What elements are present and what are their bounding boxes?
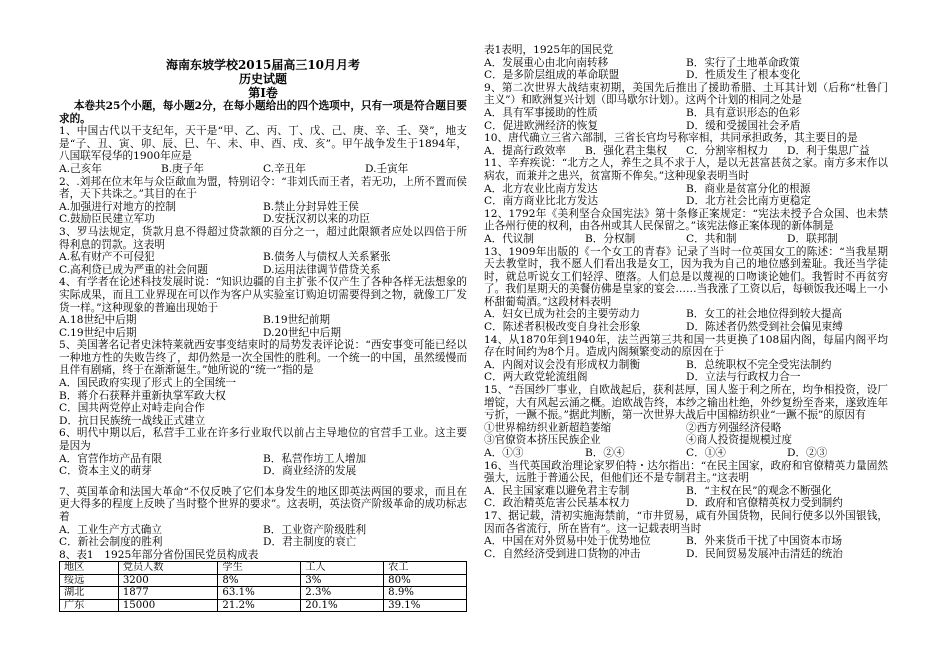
statement-2: ②西方列强经济侵略 — [686, 421, 782, 434]
option-c: C.辛丑年 — [263, 162, 306, 175]
question-stem: 13、1909年出版的《一个女工的青春》记录了当时一位英国女工的陈述：“当我星期天去教堂时，我不愿人们看出我是女工，因为我为自己的地位感到羞耻。我还当学徒时，就总听说女工们轻浮、堕落。人们总是以蔑视的口吻谈论她们。我暂时不再贫穷了。我们星期天的美餐仿佛是皇家的宴会……当我涨了工资以后，每顿饭我还喝上一小杯甜葡萄酒。”这段材料表明 — [484, 245, 888, 308]
option-d: D．陈述者仍然受到社会偏见束缚 — [686, 321, 843, 334]
question-3 — [59, 226, 467, 276]
question-options — [484, 107, 888, 132]
question-stem: 3、罗马法规定，货款月息不得超过贷款额的百分之一，超过此限额者应处以四倍于所得利息的罚款。这表明 — [59, 225, 467, 251]
question-options — [59, 251, 467, 276]
option-b: B．强化君主集权 — [585, 144, 667, 157]
option-a: A．中国在对外贸易中处于优势地位 — [484, 535, 651, 548]
question-stem: 8、表1 1925年部分省份国民党员构成表 — [59, 548, 259, 561]
question-options — [484, 359, 888, 384]
option-d: D．联邦制 — [787, 232, 838, 245]
option-c: C．陈述者积极改变自身社会形象 — [484, 321, 641, 334]
question-2 — [59, 176, 467, 226]
option-a: A．工业生产方式确立 — [59, 523, 162, 536]
option-a: A.18世纪中后期 — [59, 314, 137, 327]
left-column — [59, 58, 467, 612]
question-15 — [484, 384, 888, 460]
statement-1: ①世界棉纺织业新超趋萎缩 — [484, 421, 612, 434]
option-b: B．具有意识形态的色彩 — [686, 106, 800, 119]
question-17 — [484, 510, 888, 560]
question-options — [484, 535, 888, 560]
question-6 — [59, 427, 467, 477]
question-stem: 12、1792年《美利坚合众国宪法》第十条修正案规定：“宪法未授予合众国、也未禁止各州行使的权利，由各州或其人民保留之。”该宪法修正案体现的新体制是 — [484, 207, 888, 233]
option-d: D．北方社会比南方更稳定 — [686, 195, 812, 208]
question-options — [484, 447, 888, 460]
question-stem: 11、辛弃疾说：“北方之人，养生之具不求于人，是以无甚富甚贫之家。南方多末作以病农，而兼并之患兴，贫富斯不侔矣。”这种现象表明当时 — [484, 157, 888, 182]
question-options — [59, 163, 467, 176]
question-stem: 7、英国革命和法国大革命“不仅反映了它们本身发生的地区即英法两国的要求，而且在更大得多的程度上反映了当时整个世界的要求”。这表明，英法资产阶级革命的成功标志着 — [59, 485, 467, 523]
question-options — [59, 524, 467, 549]
table-cell: 绥远 — [60, 574, 119, 587]
option-a: A.加强进行对地方的控制 — [59, 200, 176, 213]
question-11 — [484, 157, 888, 207]
option-d: D．君主制度的衰亡 — [263, 536, 357, 549]
option-a: A．民主国家难以避免君主专制 — [484, 484, 630, 497]
question-stem: 6、明代中期以后，私营手工业在许多行业取代以前占主导地位的官营手工业。这主要是因为 — [59, 427, 467, 453]
question-7 — [59, 486, 467, 549]
table-header-cell: 党员人数 — [118, 562, 218, 575]
option-c: C．①④ — [686, 447, 726, 459]
option-c: C．南方商业比北方发达 — [484, 195, 599, 208]
table-cell: 3% — [301, 574, 384, 587]
table-cell: 21.2% — [218, 599, 301, 612]
question-stem: 17、据记载，清初实施海禁前，“市井贸易，咸有外国货物，民间行使多以外国银钱，因而各省流行，所在皆有”。这一记载表明当时 — [484, 509, 888, 535]
table-cell: 广东 — [60, 599, 119, 612]
option-d: D.安抚汉初以来的功臣 — [263, 213, 370, 226]
table-cell: 8% — [218, 574, 301, 587]
question-options — [484, 308, 888, 333]
option-b: B.禁止分封异姓王侯 — [263, 200, 359, 213]
option-b: B．“主权在民”的观念不断强化 — [686, 484, 832, 497]
table-row — [60, 599, 467, 612]
table-cell: 3200 — [118, 574, 218, 587]
table-cell: 湖北 — [60, 587, 119, 600]
option-d: D．抗日民族统一战线正式建立 — [59, 414, 206, 427]
table-cell: 8.9% — [384, 587, 467, 600]
option-a: A．发展重心由北向南转移 — [484, 56, 609, 69]
option-c: C．自然经济受到进口货物的冲击 — [484, 547, 641, 560]
option-c: C.高利贷已成为严重的社会问题 — [59, 263, 208, 276]
option-d: D.20世纪中后期 — [263, 326, 341, 339]
option-a: A．具有军事援助的性质 — [484, 106, 598, 119]
option-b: B．私营作坊工人增加 — [263, 452, 367, 465]
table-header-cell: 地区 — [60, 562, 119, 575]
table-cell: 39.1% — [384, 599, 467, 612]
option-c: C．共和制 — [686, 232, 737, 245]
option-b: B．女工的社会地位得到较大提高 — [686, 308, 843, 321]
question-options — [484, 485, 888, 510]
question-5 — [59, 339, 467, 427]
question-stem: 5、美国著名记者史沫特莱就西安事变结束时的局势发表评论说：“西安事变可能已经以一种地方性的失败告终了，却仍然是一次全国性的胜利。一个统一的中国，虽然缓慢而且伴有剧痛，终于在渐渐诞生。”她所说的“统一”指的是 — [59, 339, 467, 377]
table-header-row — [60, 562, 467, 575]
question-stem: 10、唐代确立三省六部制，三省长官均号称宰相，共同承担政务，其主要目的是 — [484, 132, 858, 145]
option-a: A．内阁对议会没有形成权力制衡 — [484, 358, 640, 371]
question-options — [484, 145, 888, 158]
question-options — [59, 201, 467, 226]
question-9 — [484, 82, 888, 132]
option-a: A．妇女已成为社会的主要劳动力 — [484, 308, 640, 321]
option-b: B.19世纪前期 — [263, 314, 331, 327]
option-d: D.运用法律调节借贷关系 — [263, 263, 381, 276]
option-a: A．①③ — [484, 447, 524, 459]
table-cell: 20.1% — [301, 599, 384, 612]
option-b: B.债务人与债权人关系紧张 — [263, 251, 391, 264]
question-options — [59, 314, 467, 339]
question-14 — [484, 334, 888, 384]
table-cell: 2.3% — [301, 587, 384, 600]
option-b: B．工业资产阶级胜利 — [263, 523, 367, 536]
question-stem: 1、中国古代以干支纪年，天干是“甲、乙、丙、丁、戊、己、庚、辛、壬、癸”，地支是“子、丑、寅、卯、辰、巳、午、未、申、酉、戌、亥”。甲午战争发生于1894年，八国联军侵华的1900年应是 — [59, 125, 467, 163]
option-a: A．代议制 — [484, 232, 535, 245]
table-cell: 80% — [384, 574, 467, 587]
option-b: B．②④ — [585, 447, 625, 459]
option-b: B．商业是贫富分化的根源 — [686, 182, 811, 195]
option-b: B．总统职权不完全受宪法制约 — [686, 358, 832, 371]
right-column — [484, 44, 888, 560]
option-d: D．利于集思广益 — [787, 144, 870, 157]
option-c: C．分割宰相权力 — [686, 144, 769, 157]
table-cell: 63.1% — [218, 587, 301, 600]
option-d: D.壬寅年 — [365, 162, 409, 175]
table-header-cell: 工人 — [301, 562, 384, 575]
table-cell: 1877 — [118, 587, 218, 600]
statement-4: ④商人投资提规模过度 — [686, 434, 792, 447]
question-options — [59, 377, 467, 427]
question-options — [484, 183, 888, 208]
table-header-cell: 学生 — [218, 562, 301, 575]
question-13 — [484, 246, 888, 334]
option-c: C．是多阶层组成的革命联盟 — [484, 69, 620, 82]
option-a: A．提高行政效率 — [484, 144, 566, 157]
option-b: B．实行了土地革命政策 — [686, 56, 800, 69]
option-b: B．蒋介石获释并重新执掌军政大权 — [59, 389, 226, 402]
option-d: D．缓和受援国社会矛盾 — [686, 119, 801, 132]
option-d: D．性质发生了根本变化 — [686, 69, 801, 82]
exam-subtitle: 历史试题 — [238, 72, 287, 86]
question-8 — [59, 549, 467, 613]
question-options — [484, 57, 888, 82]
option-c: C．国共两党停止对峙走向合作 — [59, 402, 205, 415]
statement-3: ③官僚资本挤压民族企业 — [484, 434, 601, 447]
question-options — [59, 453, 467, 478]
option-d: D．②③ — [787, 447, 828, 459]
option-b: B．外来货币干扰了中国资本市场 — [686, 535, 843, 548]
option-d: D．政府和官僚精英权力受到制约 — [686, 497, 843, 510]
table-header-cell: 农工 — [384, 562, 467, 575]
question-stem: 14、从1870年到1940年，法兰西第三共和国一共更换了108届内阁，每届内阁平均存在时间约为8个月。造成内阁频繁变动的原因在于 — [484, 333, 888, 359]
option-b: B．分权制 — [585, 232, 636, 245]
table-row — [60, 587, 467, 600]
option-a: A．北方农业比南方发达 — [484, 182, 598, 195]
question-1 — [59, 125, 467, 175]
question-stem: 16、当代英国政治理论家罗伯特・达尔指出：“在民主国家，政府和官僚精英力量固然强大，远胜于普通公民，但他们还不是专制君主。”这表明 — [484, 459, 888, 485]
option-a: A．国民政府实现了形式上的全国统一 — [59, 377, 237, 390]
question-statements — [484, 422, 888, 447]
exam-part: 第Ⅰ卷 — [248, 86, 278, 100]
exam-instructions: 本卷共25个小题，每小题2分，在每小题给出的四个选项中，只有一项是符合题目要求的。 — [59, 100, 467, 125]
option-c: C.19世纪中后期 — [59, 326, 137, 339]
option-a: A.私有财产不可侵犯 — [59, 251, 155, 264]
option-c: C．资本主义的萌芽 — [59, 465, 152, 478]
table-cell: 15000 — [118, 599, 218, 612]
option-d: D．民间贸易发展冲击清廷的统治 — [686, 547, 843, 560]
option-d: D．立法与行政权力合一 — [686, 371, 801, 384]
question-8-continued — [484, 44, 888, 82]
option-a: A.己亥年 — [59, 162, 102, 175]
table-row — [60, 574, 467, 587]
question-stem: 表1表明，1925年的国民党 — [484, 44, 614, 56]
option-c: C.鼓励臣民建立军功 — [59, 213, 155, 226]
question-4 — [59, 276, 467, 339]
question-stem: 15、“吾国纱厂事业，自欧战起后，获利甚厚，国人鉴于利之所在，均争相投资，设厂增锭，大有风起云涌之概。迨欧战告终，本纱之输出杜绝，外纱复纷至沓来，遂致连年亏折，一蹶不振。”据此判断，第一次世界大战后中国棉纺织业“一蹶不振”的原因有 — [484, 384, 888, 422]
exam-title: 海南东坡学校2015届高三10月月考 — [165, 58, 361, 72]
option-c: C．政治精英危害公民基本权力 — [484, 497, 630, 510]
option-b: B.庚子年 — [161, 162, 204, 175]
question-12 — [484, 208, 888, 246]
option-d: D．商业经济的发展 — [263, 465, 357, 478]
question-stem: 2、.刘邦在位末年与众臣歃血为盟，特别诏令：“非刘氏而王者，若无功，上所不置而侯者，天下共诛之。”其目的在于 — [59, 175, 467, 201]
option-c: C．新社会制度的胜利 — [59, 536, 163, 549]
option-a: A．官营作坊产品有限 — [59, 452, 162, 465]
question-options — [484, 233, 888, 246]
question-stem: 4、有学者在论述科技发展时说：“知识边疆的自主扩张不仅产生了各种各样无法想象的实际成果，而且工业界现在可以作为客户从实验室订购迫切需要得到之物，就像工厂发货一样。”这种现象的普遍出现始于 — [59, 276, 467, 314]
party-member-table — [59, 561, 467, 612]
option-c: C．两大政党轮流组阁 — [484, 371, 588, 384]
question-10 — [484, 132, 888, 157]
question-16 — [484, 460, 888, 510]
option-c: C．促进欧洲经济的恢复 — [484, 119, 599, 132]
question-stem: 9、第二次世界大战结束初期，美国先后推出了援助希腊、土耳其计划（后称“杜鲁门主义”）和欧洲复兴计划（即马歇尔计划）。这两个计划的相同之处是 — [484, 81, 888, 107]
